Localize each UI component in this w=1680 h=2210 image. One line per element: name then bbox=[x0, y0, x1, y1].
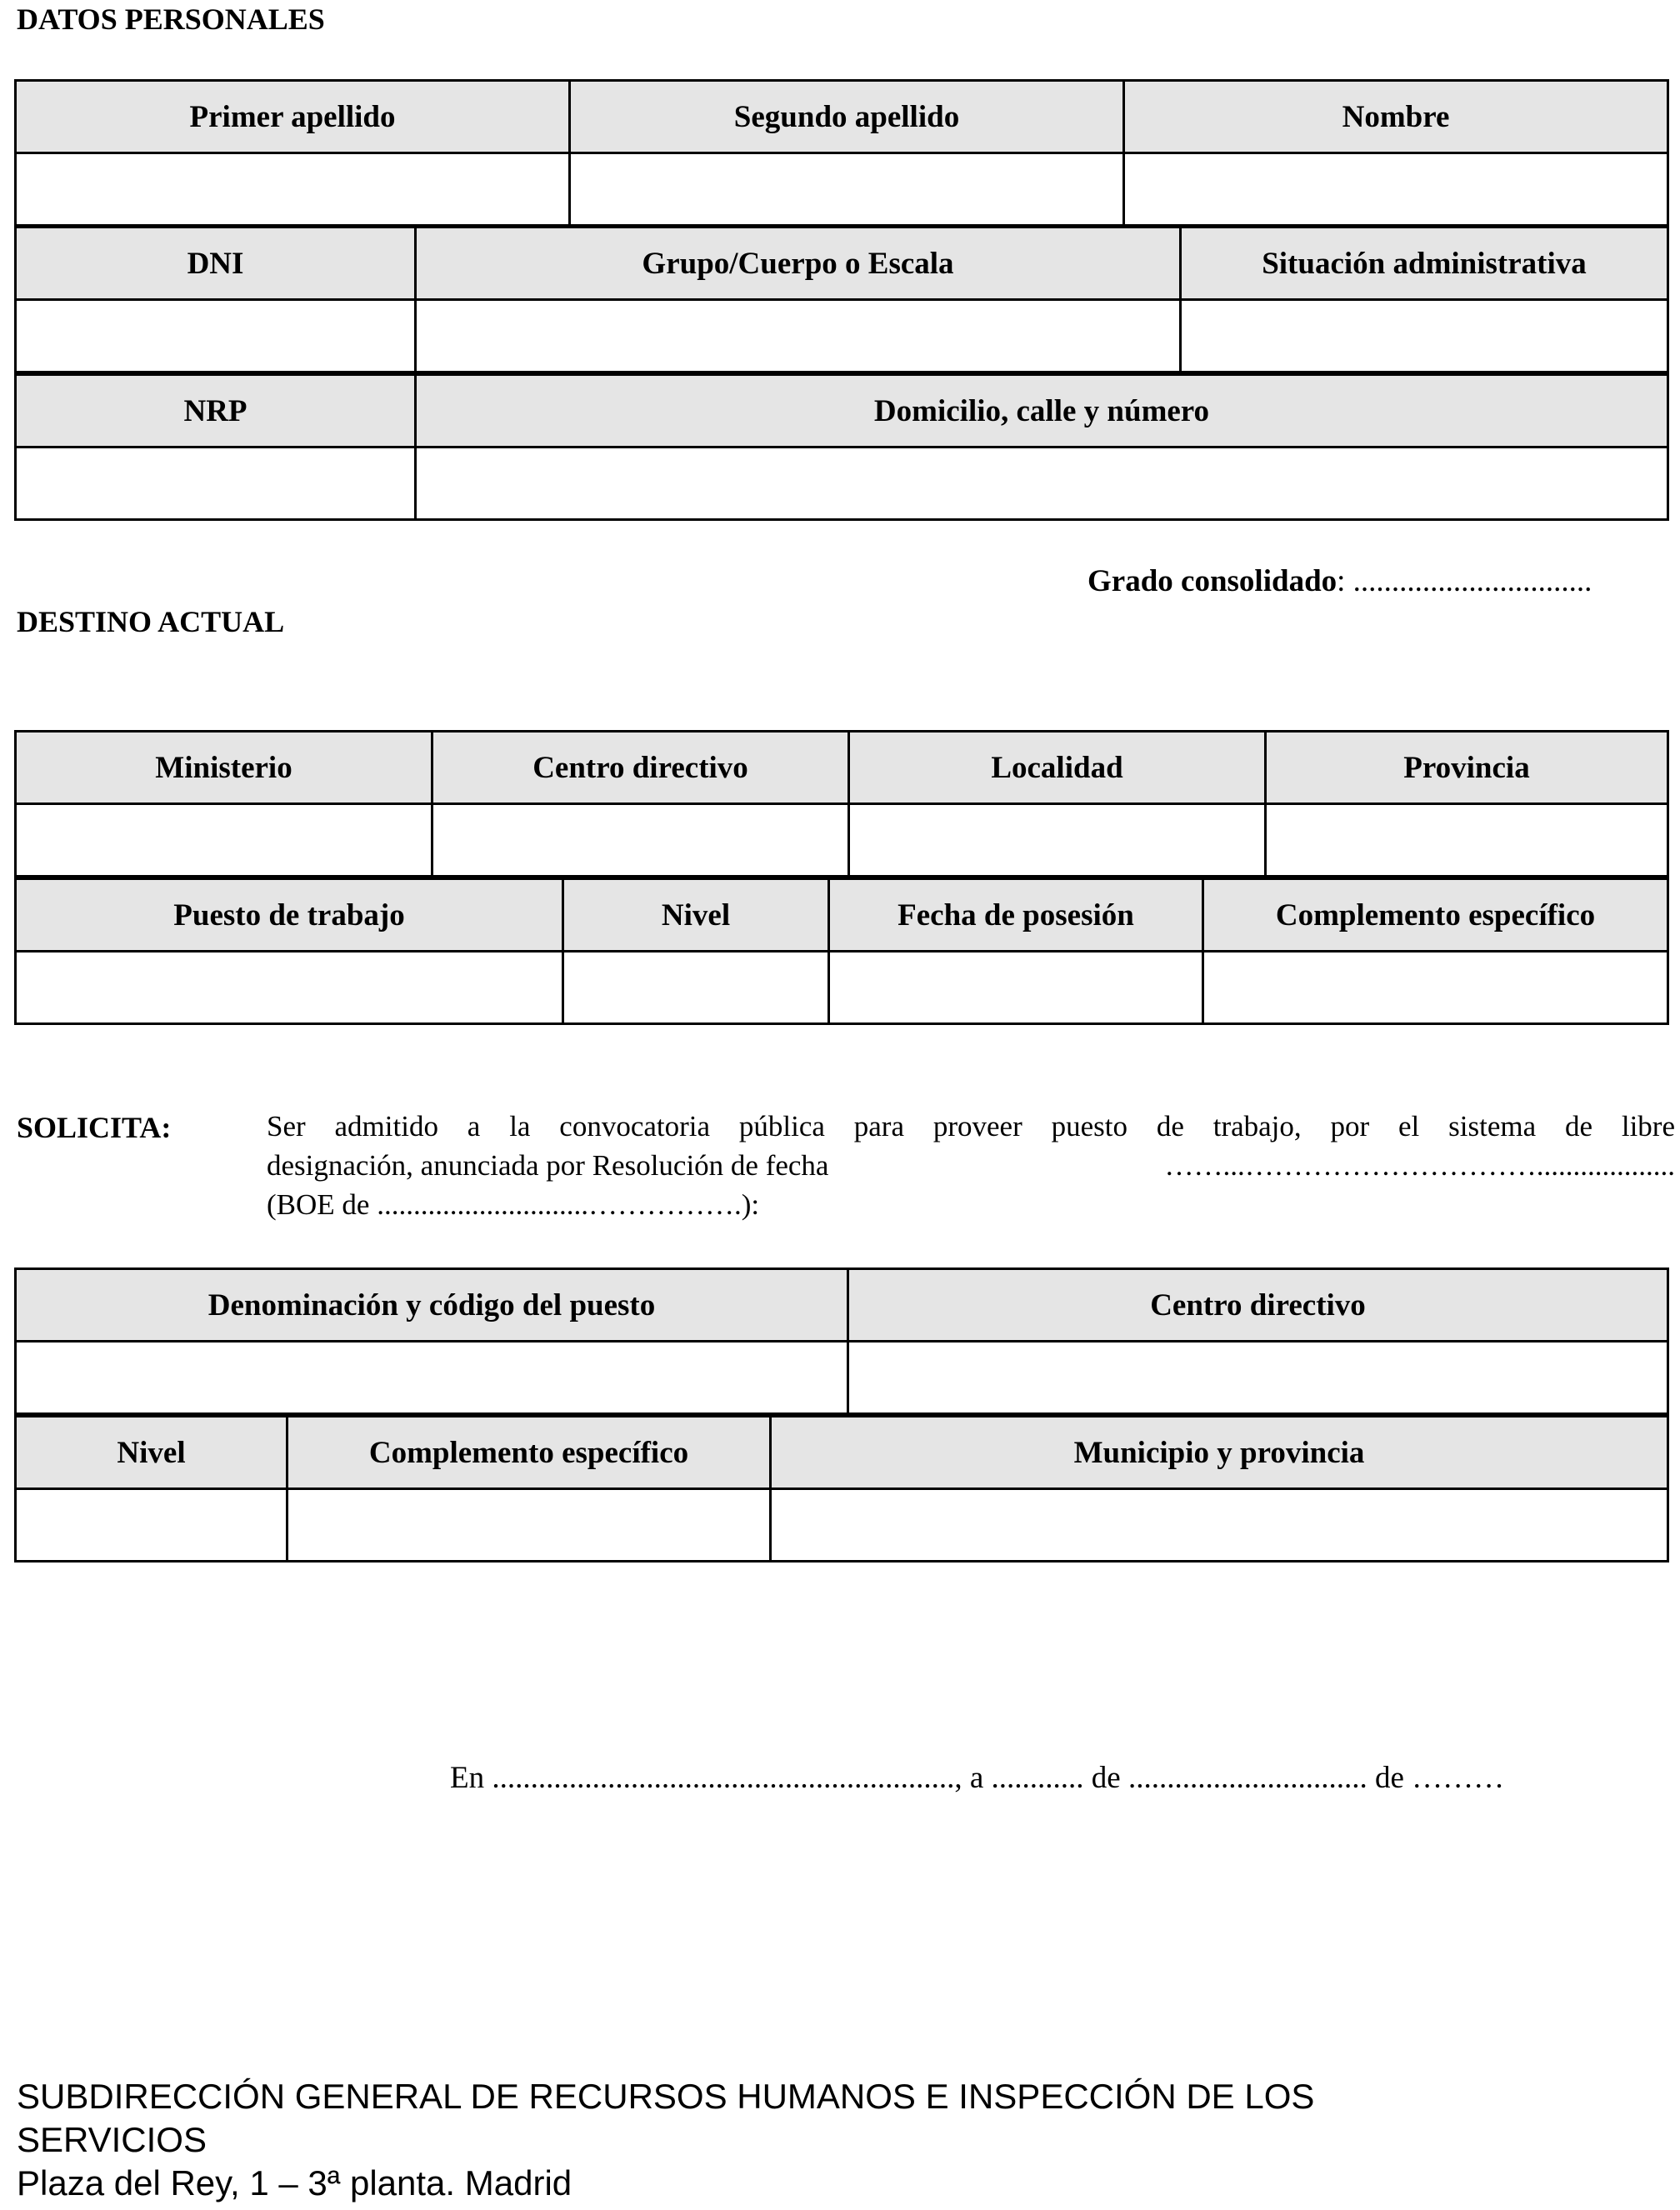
grado-consolidado-label: Grado consolidado bbox=[1088, 564, 1338, 598]
field-nivel-solicitado[interactable] bbox=[16, 1489, 288, 1562]
field-puesto-de-trabajo[interactable] bbox=[16, 952, 563, 1024]
header-situacion-administrativa: Situación administrativa bbox=[1181, 228, 1668, 300]
solicita-label: SOLICITA: bbox=[17, 1111, 172, 1144]
field-centro-directivo-solicitado[interactable] bbox=[848, 1342, 1668, 1414]
field-localidad[interactable] bbox=[849, 804, 1266, 877]
field-centro-directivo-actual[interactable] bbox=[432, 804, 849, 877]
field-segundo-apellido[interactable] bbox=[570, 153, 1124, 226]
section-title-datos-personales: DATOS PERSONALES bbox=[17, 2, 325, 36]
header-complemento-especifico-actual: Complemento específico bbox=[1203, 879, 1668, 952]
solicita-text-line-3: (BOE de .............................…………….): bbox=[267, 1188, 760, 1221]
solicita-text-line-2-label: designación, anunciada por Resolución de fecha bbox=[267, 1149, 829, 1182]
header-dni: DNI bbox=[16, 228, 416, 300]
header-denominacion-codigo-puesto: Denominación y código del puesto bbox=[16, 1269, 848, 1342]
field-provincia[interactable] bbox=[1266, 804, 1668, 877]
header-nrp: NRP bbox=[16, 375, 416, 448]
solicita-text-line-1: Ser admitido a la convocatoria pública para proveer puesto de trabajo, por el sistema de libre bbox=[267, 1110, 1675, 1142]
header-nivel-solicitado: Nivel bbox=[16, 1417, 288, 1489]
header-centro-directivo-actual: Centro directivo bbox=[432, 732, 849, 804]
datos-personales-table-3 bbox=[14, 373, 1669, 521]
field-complemento-especifico-solicitado[interactable] bbox=[288, 1489, 771, 1562]
field-denominacion-codigo-puesto[interactable] bbox=[16, 1342, 848, 1414]
field-situacion-administrativa[interactable] bbox=[1181, 300, 1668, 372]
datos-personales-table-2 bbox=[14, 226, 1669, 373]
header-localidad: Localidad bbox=[849, 732, 1266, 804]
section-title-destino-actual: DESTINO ACTUAL bbox=[17, 605, 285, 638]
footer-line-2: SERVICIOS bbox=[17, 2120, 207, 2159]
fecha-lugar-firma[interactable]: En ............................................................, a ............ de ............................... de ……… bbox=[450, 1761, 1505, 1795]
header-ministerio: Ministerio bbox=[16, 732, 432, 804]
field-complemento-especifico-actual[interactable] bbox=[1203, 952, 1668, 1024]
header-complemento-especifico-solicitado: Complemento específico bbox=[288, 1417, 771, 1489]
field-nivel-actual[interactable] bbox=[563, 952, 829, 1024]
field-fecha-de-posesion[interactable] bbox=[829, 952, 1203, 1024]
field-ministerio[interactable] bbox=[16, 804, 432, 877]
header-fecha-de-posesion: Fecha de posesión bbox=[829, 879, 1203, 952]
header-domicilio: Domicilio, calle y número bbox=[416, 375, 1668, 448]
header-nivel-actual: Nivel bbox=[563, 879, 829, 952]
header-municipio-provincia: Municipio y provincia bbox=[771, 1417, 1668, 1489]
field-nombre[interactable] bbox=[1124, 153, 1668, 226]
header-nombre: Nombre bbox=[1124, 81, 1668, 153]
header-grupo-cuerpo-escala: Grupo/Cuerpo o Escala bbox=[416, 228, 1181, 300]
field-grupo-cuerpo-escala[interactable] bbox=[416, 300, 1181, 372]
destino-actual-table-1 bbox=[14, 730, 1669, 878]
solicita-table-2 bbox=[14, 1415, 1669, 1562]
datos-personales-table-1 bbox=[14, 79, 1669, 227]
destino-actual-table-2 bbox=[14, 878, 1669, 1025]
header-centro-directivo-solicitado: Centro directivo bbox=[848, 1269, 1668, 1342]
field-primer-apellido[interactable] bbox=[16, 153, 570, 226]
header-primer-apellido: Primer apellido bbox=[16, 81, 570, 153]
footer-line-1: SUBDIRECCIÓN GENERAL DE RECURSOS HUMANOS E INSPECCIÓN DE LOS bbox=[17, 2077, 1315, 2116]
footer-address: Plaza del Rey, 1 – 3ª planta. Madrid bbox=[17, 2163, 572, 2202]
header-provincia: Provincia bbox=[1266, 732, 1668, 804]
field-domicilio[interactable] bbox=[416, 448, 1668, 520]
field-dni[interactable] bbox=[16, 300, 416, 372]
field-nrp[interactable] bbox=[16, 448, 416, 520]
solicita-table-1 bbox=[14, 1268, 1669, 1415]
grado-consolidado-field[interactable]: : ............................... bbox=[1337, 564, 1592, 598]
header-puesto-de-trabajo: Puesto de trabajo bbox=[16, 879, 563, 952]
header-segundo-apellido: Segundo apellido bbox=[570, 81, 1124, 153]
field-municipio-provincia[interactable] bbox=[771, 1489, 1668, 1562]
fecha-resolucion-field[interactable]: ……...…………………………................... bbox=[1164, 1149, 1675, 1182]
grado-consolidado bbox=[1088, 563, 1592, 599]
solicita-text-line-2 bbox=[267, 1149, 1675, 1182]
